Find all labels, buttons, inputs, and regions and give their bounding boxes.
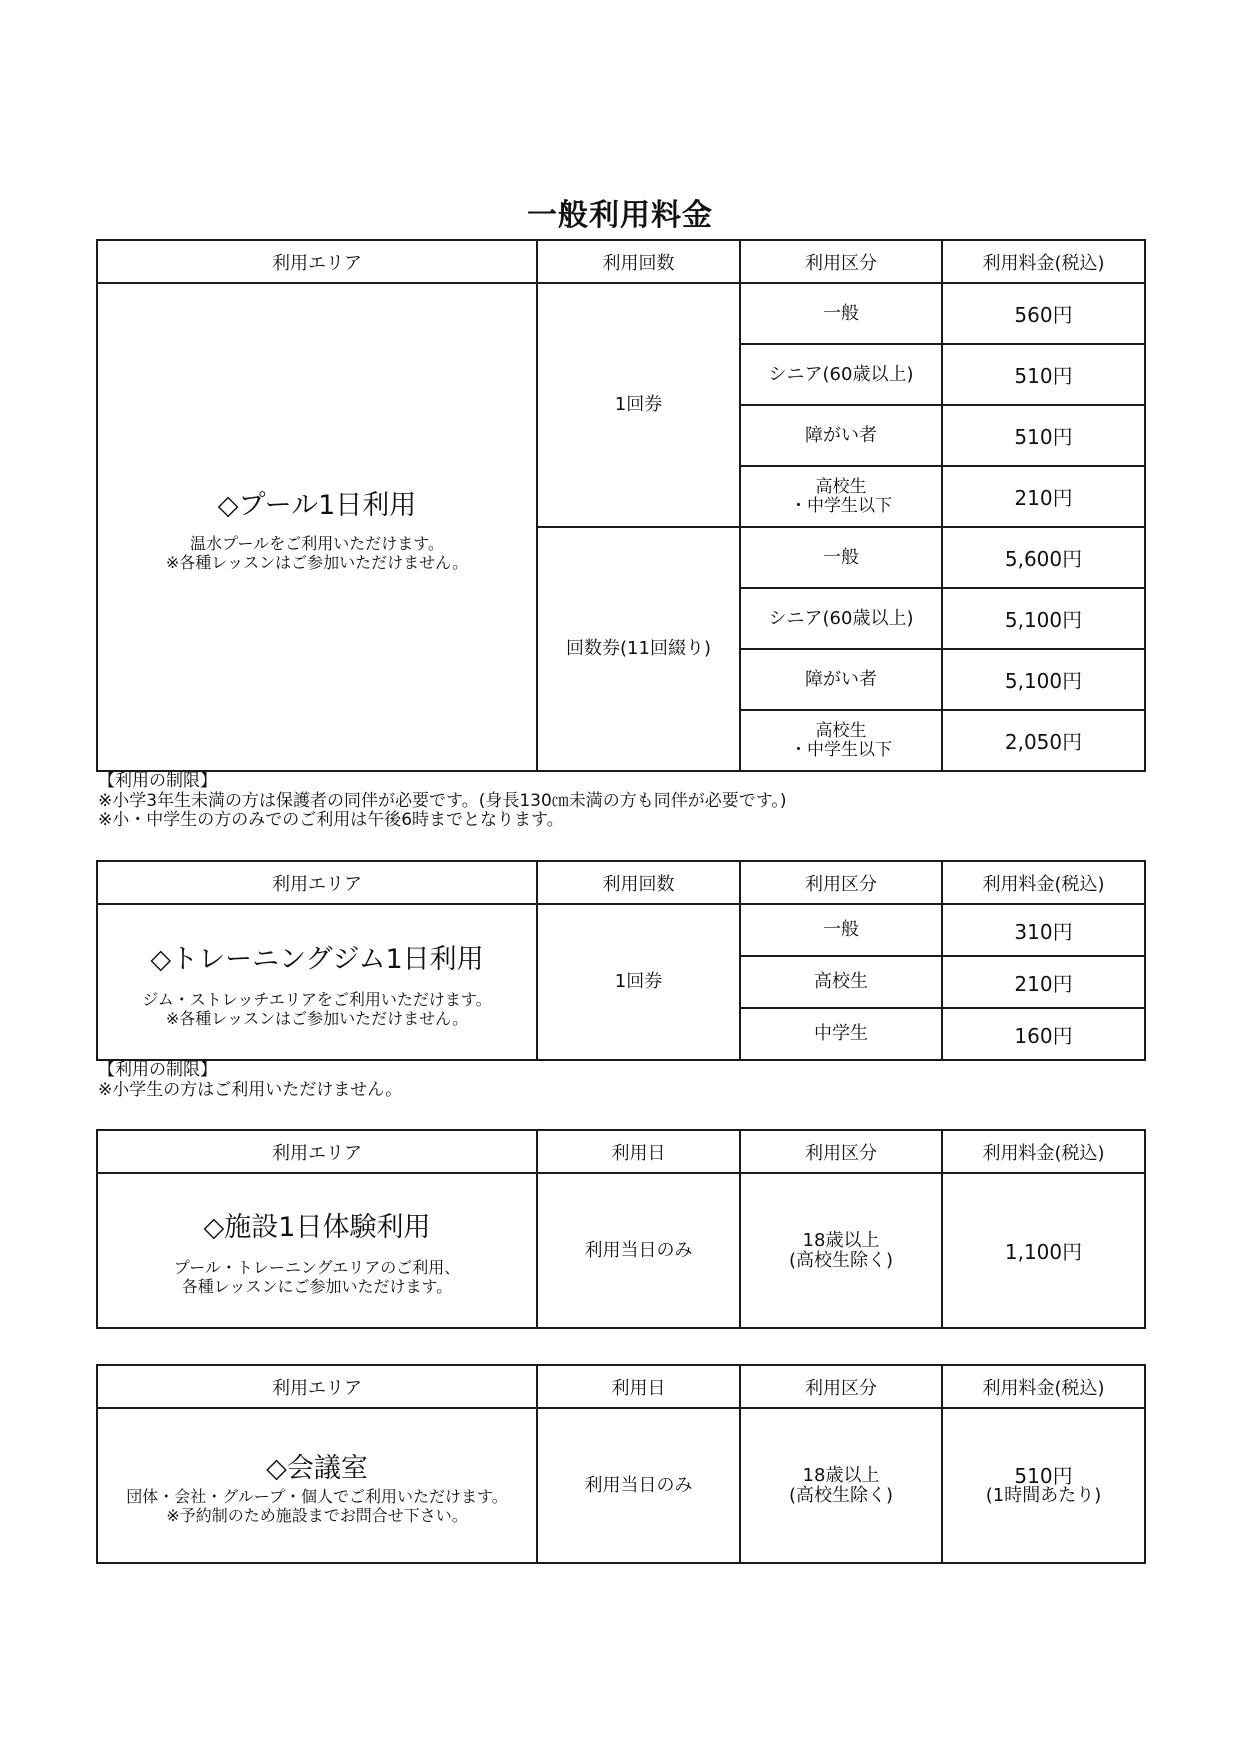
area-cell-meeting — [97, 1408, 537, 1563]
usage-day: 利用当日のみ — [537, 1173, 740, 1328]
category-line: ・中学生以下 — [790, 495, 892, 516]
price-cell: 210円 — [942, 956, 1145, 1008]
price-cell: 560円 — [942, 283, 1145, 344]
header-price: 利用料金(税込) — [942, 1130, 1145, 1173]
table-header-row — [97, 1130, 1145, 1173]
area-desc-line: ※各種レッスンはご参加いただけません。 — [165, 552, 469, 572]
area-cell-gym — [97, 904, 537, 1060]
header-area: 利用エリア — [97, 1365, 537, 1408]
category-line: 高校生 — [815, 476, 867, 497]
header-count: 利用回数 — [537, 240, 740, 283]
ticket-type: 1回券 — [537, 283, 740, 527]
restriction-note: ※小学生の方はご利用いただけません。 — [98, 1079, 403, 1100]
restriction-note: ※小・中学生の方のみでのご利用は午後6時までとなります。 — [98, 810, 564, 830]
area-desc-line: ジム・ストレッチエリアをご利用いただけます。 — [142, 989, 492, 1009]
category-line: 18歳以上 — [802, 1464, 880, 1486]
area-cell-pool — [97, 283, 537, 771]
category-cell — [740, 466, 942, 527]
restriction-note: ※小学3年生未満の方は保護者の同伴が必要です。(身長130㎝未満の方も同伴が必要です。) — [98, 790, 787, 811]
table-row — [97, 1408, 1145, 1563]
header-category: 利用区分 — [740, 861, 942, 904]
category-line: 高校生 — [815, 720, 867, 741]
table-row — [97, 904, 1145, 956]
area-title: ◇プール1日利用 — [217, 489, 417, 521]
header-price: 利用料金(税込) — [942, 861, 1145, 904]
header-category: 利用区分 — [740, 1130, 942, 1173]
header-count: 利用回数 — [537, 861, 740, 904]
area-desc-line: 各種レッスンにご参加いただけます。 — [181, 1277, 453, 1296]
area-title: ◇施設1日体験利用 — [203, 1212, 431, 1243]
table-header-row — [97, 240, 1145, 283]
area-desc-line: 温水プールをご利用いただけます。 — [190, 533, 444, 553]
category-line: (高校生除く) — [788, 1484, 894, 1506]
price-cell: 510円 — [942, 405, 1145, 466]
price-cell: 5,600円 — [942, 527, 1145, 588]
category-cell: シニア(60歳以上) — [740, 344, 942, 405]
restrictions-heading: 【利用の制限】 — [98, 1060, 217, 1080]
pool-fee-table — [96, 239, 1146, 772]
header-area: 利用エリア — [97, 1130, 537, 1173]
header-day: 利用日 — [537, 1130, 740, 1173]
category-cell: シニア(60歳以上) — [740, 588, 942, 649]
header-price: 利用料金(税込) — [942, 240, 1145, 283]
area-title: ◇会議室 — [266, 1453, 368, 1484]
price-value: 510円 — [1014, 1463, 1073, 1488]
price-unit: (1時間あたり) — [985, 1484, 1102, 1506]
price-cell: 5,100円 — [942, 588, 1145, 649]
header-area: 利用エリア — [97, 861, 537, 904]
table-header-row — [97, 861, 1145, 904]
category-cell — [740, 1408, 942, 1563]
pool-restrictions — [98, 772, 787, 831]
header-category: 利用区分 — [740, 1365, 942, 1408]
price-cell: 210円 — [942, 466, 1145, 527]
category-line: 18歳以上 — [802, 1229, 880, 1251]
price-cell: 5,100円 — [942, 649, 1145, 710]
area-title: ◇トレーニングジム1日利用 — [150, 943, 484, 975]
price-cell: 310円 — [942, 904, 1145, 956]
header-area: 利用エリア — [97, 240, 537, 283]
table-row — [97, 283, 1145, 344]
category-line: (高校生除く) — [788, 1249, 894, 1271]
category-cell: 一般 — [740, 527, 942, 588]
table-row — [97, 1173, 1145, 1328]
meeting-room-fee-table — [96, 1364, 1146, 1564]
category-cell: 一般 — [740, 904, 942, 956]
area-desc-line: ※各種レッスンはご参加いただけません。 — [165, 1008, 469, 1028]
table-header-row — [97, 1365, 1145, 1408]
area-desc-line: ※予約制のため施設までお問合せ下さい。 — [166, 1506, 468, 1525]
price-cell: 1,100円 — [942, 1173, 1145, 1328]
category-cell: 障がい者 — [740, 405, 942, 466]
header-price: 利用料金(税込) — [942, 1365, 1145, 1408]
area-desc-line: 団体・会社・グループ・個人でご利用いただけます。 — [126, 1487, 508, 1506]
category-line: ・中学生以下 — [790, 739, 892, 760]
gym-fee-table — [96, 860, 1146, 1061]
price-cell: 2,050円 — [942, 710, 1145, 771]
price-cell — [942, 1408, 1145, 1563]
restrictions-heading: 【利用の制限】 — [98, 771, 217, 791]
area-desc-line: プール・トレーニングエリアのご利用、 — [173, 1258, 461, 1277]
area-cell-trial — [97, 1173, 537, 1328]
category-cell — [740, 710, 942, 771]
category-cell: 高校生 — [740, 956, 942, 1008]
trial-fee-table — [96, 1129, 1146, 1329]
category-cell: 障がい者 — [740, 649, 942, 710]
ticket-type: 1回券 — [537, 904, 740, 1060]
page-title: 一般利用料金 — [527, 198, 713, 233]
price-cell: 510円 — [942, 344, 1145, 405]
category-cell — [740, 1173, 942, 1328]
gym-restrictions — [98, 1061, 402, 1100]
category-cell: 一般 — [740, 283, 942, 344]
header-day: 利用日 — [537, 1365, 740, 1408]
price-cell: 160円 — [942, 1008, 1145, 1060]
ticket-type: 回数券(11回綴り) — [537, 527, 740, 771]
category-cell: 中学生 — [740, 1008, 942, 1060]
usage-day: 利用当日のみ — [537, 1408, 740, 1563]
header-category: 利用区分 — [740, 240, 942, 283]
